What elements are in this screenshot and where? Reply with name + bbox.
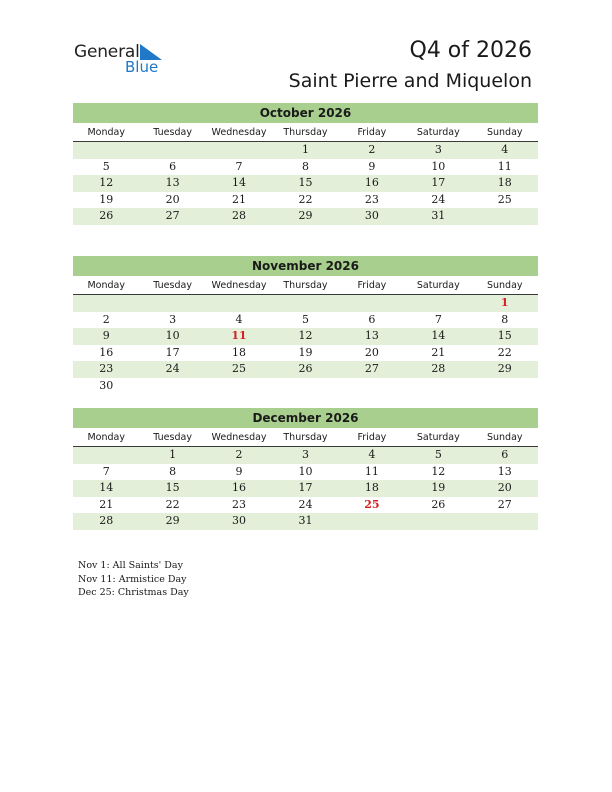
day-cell: 18	[364, 481, 379, 494]
day-cell: 4	[368, 448, 376, 461]
day-cell: 29	[165, 514, 180, 527]
day-cell	[206, 295, 272, 312]
day-cell: 21	[99, 497, 114, 511]
weekday-header-row	[73, 276, 538, 295]
day-cell: 13	[165, 176, 180, 189]
day-cell	[272, 295, 338, 312]
day-cell: 11	[231, 329, 247, 342]
day-cell: 7	[434, 312, 442, 326]
weekday-label: Tuesday	[153, 127, 192, 138]
day-cell: 16	[364, 176, 379, 189]
day-cell: 11	[497, 159, 512, 173]
month-title: December 2026	[73, 408, 538, 428]
day-cell: 4	[501, 143, 509, 156]
day-cell: 12	[431, 464, 446, 478]
day-cell: 12	[298, 329, 313, 342]
day-cell: 10	[431, 159, 446, 173]
day-cell: 25	[364, 497, 380, 511]
logo-text-blue: Blue	[125, 58, 159, 76]
weekday-label: Friday	[357, 432, 387, 443]
day-cell	[139, 295, 205, 312]
day-cell: 13	[497, 464, 512, 478]
weekday-label: Sunday	[486, 127, 523, 138]
day-cell: 31	[298, 514, 313, 527]
day-cell: 4	[235, 312, 243, 326]
day-cell: 6	[368, 312, 376, 326]
day-cell: 24	[298, 497, 313, 511]
weekday-header-row	[73, 428, 538, 447]
weekday-label: Saturday	[416, 432, 460, 443]
day-cell: 25	[497, 192, 512, 206]
logo-text-general: General	[74, 42, 140, 62]
day-cell: 22	[497, 345, 512, 359]
day-cell: 28	[99, 514, 114, 527]
day-cell: 8	[501, 312, 509, 326]
weekday-label: Friday	[357, 280, 387, 291]
day-cell	[405, 378, 471, 395]
day-cell: 13	[364, 329, 379, 342]
day-cell: 17	[165, 345, 180, 359]
weekday-label: Thursday	[283, 432, 328, 443]
weekday-label: Tuesday	[153, 432, 192, 443]
day-cell: 1	[169, 448, 177, 461]
week-row	[73, 142, 538, 159]
day-cell: 10	[165, 329, 180, 342]
day-cell: 26	[99, 209, 114, 222]
day-cell	[472, 378, 538, 395]
week-row	[73, 328, 538, 345]
week-row	[73, 175, 538, 192]
weekday-label: Wednesday	[211, 127, 267, 138]
week-row	[73, 192, 538, 209]
day-cell	[339, 378, 405, 395]
day-cell: 25	[232, 362, 247, 375]
day-cell: 7	[102, 464, 110, 478]
weekday-label: Sunday	[486, 432, 523, 443]
day-cell: 14	[431, 329, 446, 342]
day-cell: 19	[298, 345, 313, 359]
day-cell	[73, 295, 139, 312]
week-row	[73, 464, 538, 481]
day-cell: 17	[298, 481, 313, 494]
day-cell: 16	[99, 345, 114, 359]
holiday-notes	[78, 559, 189, 600]
weekday-label: Wednesday	[211, 432, 267, 443]
week-row	[73, 159, 538, 176]
weekday-header-row	[73, 123, 538, 142]
day-cell: 5	[434, 448, 442, 461]
day-cell: 21	[232, 192, 247, 206]
day-cell: 9	[368, 159, 376, 173]
day-cell: 1	[301, 143, 309, 156]
day-cell: 18	[232, 345, 247, 359]
day-cell: 20	[497, 481, 512, 494]
day-cell: 14	[99, 481, 114, 494]
day-cell: 24	[431, 192, 446, 206]
week-row	[73, 312, 538, 329]
day-cell: 27	[364, 362, 379, 375]
day-cell: 22	[165, 497, 180, 511]
week-row	[73, 447, 538, 464]
page-subtitle: Saint Pierre and Miquelon	[288, 70, 532, 92]
weekday-label: Tuesday	[153, 280, 192, 291]
weekday-label: Saturday	[416, 127, 460, 138]
week-row	[73, 208, 538, 225]
generalblue-logo	[74, 42, 174, 78]
day-cell: 27	[497, 497, 512, 511]
day-cell	[405, 295, 471, 312]
day-cell	[472, 208, 538, 225]
day-cell: 30	[99, 378, 114, 392]
day-cell: 24	[165, 362, 180, 375]
day-cell: 10	[298, 464, 313, 478]
weekday-label: Monday	[87, 127, 125, 138]
day-cell: 22	[298, 192, 313, 206]
month-calendar	[73, 103, 538, 225]
day-cell: 8	[169, 464, 177, 478]
day-cell: 3	[434, 143, 442, 156]
weekday-label: Sunday	[486, 280, 523, 291]
day-cell: 21	[431, 345, 446, 359]
day-cell: 29	[497, 362, 512, 375]
day-cell: 14	[232, 176, 247, 189]
day-cell: 23	[99, 362, 114, 375]
day-cell: 16	[232, 481, 247, 494]
page-title: Q4 of 2026	[409, 38, 532, 63]
weekday-label: Thursday	[283, 280, 328, 291]
day-cell: 28	[232, 209, 247, 222]
day-cell: 8	[301, 159, 309, 173]
day-cell: 2	[235, 448, 243, 461]
day-cell	[139, 378, 205, 395]
week-row	[73, 361, 538, 378]
holiday-note: Nov 1: All Saints' Day	[78, 560, 183, 571]
day-cell: 15	[298, 176, 313, 189]
day-cell: 30	[364, 209, 379, 222]
day-cell: 28	[431, 362, 446, 375]
day-cell: 3	[169, 312, 177, 326]
day-cell: 5	[102, 159, 110, 173]
day-cell: 15	[165, 481, 180, 494]
day-cell: 9	[235, 464, 243, 478]
day-cell: 15	[497, 329, 512, 342]
week-row	[73, 513, 538, 530]
day-cell	[472, 513, 538, 530]
day-cell: 19	[99, 192, 114, 206]
day-cell	[339, 513, 405, 530]
day-cell: 31	[431, 209, 446, 222]
month-title: October 2026	[73, 103, 538, 123]
week-row	[73, 497, 538, 514]
day-cell	[139, 142, 205, 159]
day-cell: 18	[497, 176, 512, 189]
day-cell: 6	[169, 159, 177, 173]
day-cell: 7	[235, 159, 243, 173]
week-row	[73, 345, 538, 362]
day-cell: 26	[298, 362, 313, 375]
day-cell: 17	[431, 176, 446, 189]
weekday-label: Thursday	[283, 127, 328, 138]
day-cell: 23	[364, 192, 379, 206]
weekday-label: Wednesday	[211, 280, 267, 291]
week-row	[73, 480, 538, 497]
day-cell: 27	[165, 209, 180, 222]
month-calendar	[73, 408, 538, 530]
month-calendar	[73, 256, 538, 394]
holiday-note: Nov 11: Armistice Day	[78, 573, 187, 585]
holiday-note: Dec 25: Christmas Day	[78, 587, 189, 598]
day-cell: 2	[368, 143, 376, 156]
day-cell: 26	[431, 497, 446, 511]
month-title: November 2026	[73, 256, 538, 276]
day-cell: 2	[102, 312, 110, 326]
weekday-label: Saturday	[416, 280, 460, 291]
day-cell: 11	[364, 464, 379, 478]
day-cell	[73, 447, 139, 464]
day-cell: 19	[431, 481, 446, 494]
day-cell	[206, 378, 272, 395]
day-cell: 30	[232, 514, 247, 527]
weekday-label: Monday	[87, 432, 125, 443]
day-cell	[206, 142, 272, 159]
day-cell: 20	[165, 192, 180, 206]
day-cell: 23	[232, 497, 247, 511]
day-cell: 3	[301, 448, 309, 461]
day-cell: 5	[301, 312, 309, 326]
week-row	[73, 295, 538, 312]
day-cell: 9	[102, 329, 110, 342]
day-cell: 12	[99, 176, 114, 189]
day-cell: 20	[364, 345, 379, 359]
weekday-label: Friday	[357, 127, 387, 138]
week-row	[73, 378, 538, 395]
day-cell: 6	[501, 448, 509, 461]
day-cell	[339, 295, 405, 312]
weekday-label: Monday	[87, 280, 125, 291]
day-cell	[405, 513, 471, 530]
day-cell: 1	[500, 296, 509, 309]
day-cell	[73, 142, 139, 159]
day-cell	[272, 378, 338, 395]
day-cell: 29	[298, 209, 313, 222]
